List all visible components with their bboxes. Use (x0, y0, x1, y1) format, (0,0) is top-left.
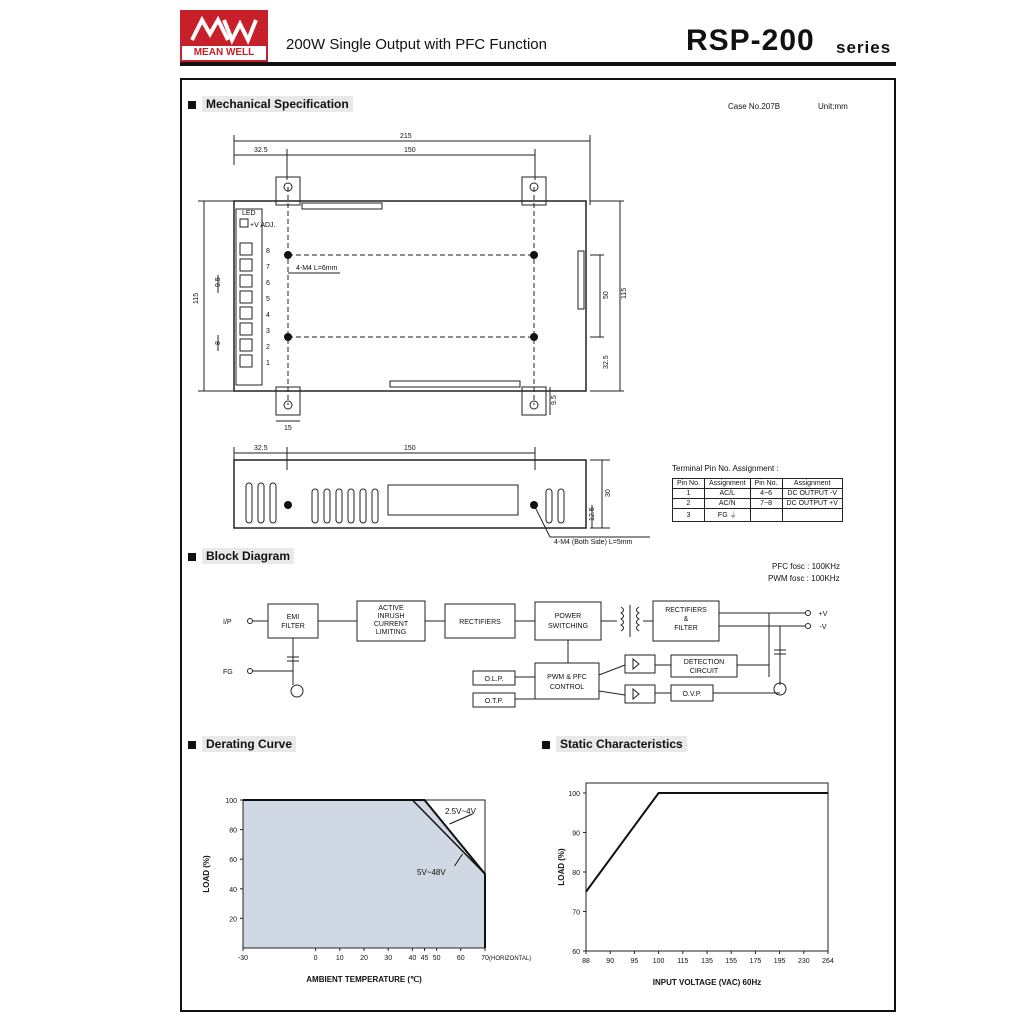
mw-logo-icon (182, 12, 266, 48)
pin-3: 3 (266, 328, 270, 335)
static-xlabel: INPUT VOLTAGE (VAC) 60Hz (652, 978, 762, 987)
input-terminal-icon (248, 619, 253, 624)
pwm-fosc: PWM fosc : 100KHz (768, 574, 840, 583)
section-bullet-icon (542, 741, 550, 749)
terminal-header-cell: Pin No. (673, 479, 705, 489)
derating-ytick-label: 20 (229, 916, 237, 924)
dim-right-height: 115 (621, 287, 628, 299)
terminal-row (673, 499, 843, 509)
adj-label: +V ADJ. (250, 222, 276, 229)
derating-xtick-label: 60 (456, 955, 465, 962)
pin-6: 6 (266, 280, 270, 287)
rect2-line1: RECTIFIERS (665, 607, 707, 614)
terminal-row (673, 489, 843, 499)
terminal-cell: 7~8 (750, 499, 782, 509)
static-ytick-label: 60 (572, 949, 580, 956)
terminal-cell: AC/N (704, 499, 750, 509)
derating-label-a: 2.5V~4V (445, 807, 476, 816)
derating-xtick-label: 40 (408, 955, 417, 962)
rect2-line2: & (683, 616, 689, 623)
derating-xtick-label: 20 (360, 955, 368, 962)
static-ytick-label: 100 (568, 791, 580, 798)
derating-xtick-label: 45 (420, 955, 429, 962)
derating-xtick-label: 10 (335, 955, 344, 962)
derating-ytick-label: 80 (229, 827, 237, 835)
static-xtick-label: 90 (606, 958, 615, 965)
ip-label: I/P (223, 619, 232, 626)
dim-pitch-b: 8 (215, 341, 222, 345)
derating-xtick-label: 70 (481, 955, 489, 962)
series-label: series (836, 38, 892, 57)
static-xtick-label: 88 (582, 958, 590, 965)
static-ytick-label: 90 (572, 830, 580, 838)
screw-note-top: 4-M4 L=6mm (296, 265, 338, 272)
derating-ytick-label: 100 (225, 798, 237, 805)
otp-label: O.T.P. (484, 698, 504, 705)
static-heading (542, 737, 687, 751)
dim-hole-span: 150 (404, 147, 416, 154)
screw-note-side: 4-M4 (Both Side) L=5mm (554, 539, 633, 546)
derating-xtick-label: 50 (432, 955, 441, 962)
mounting-holes (284, 251, 538, 509)
olp-label: O.L.P. (484, 676, 504, 683)
pfc-fosc: PFC fosc : 100KHz (772, 562, 841, 571)
active-line2: INRUSH (377, 613, 405, 620)
terminal-header-cell: Assignment (782, 479, 842, 489)
terminal-cell: 1 (673, 489, 705, 499)
dim-height: 115 (193, 292, 200, 304)
block-title: Block Diagram (202, 548, 294, 564)
static-chart (548, 775, 848, 990)
static-xtick-label: 264 (822, 958, 834, 965)
logo-text: MEAN WELL (182, 46, 266, 60)
active-line4: LIMITING (375, 629, 407, 636)
detect-line2: CIRCUIT (689, 668, 719, 675)
pwm-line1: PWM & PFC (547, 674, 587, 681)
fg-terminal-icon (248, 669, 253, 674)
product-subtitle: 200W Single Output with PFC Function (286, 36, 547, 53)
terminal-cell (782, 509, 842, 522)
static-xtick-label: 155 (725, 958, 738, 965)
derating-area (243, 800, 485, 948)
led-label: LED (242, 210, 256, 217)
terminal-row (673, 509, 843, 522)
active-line1: ACTIVE (378, 605, 404, 612)
static-xtick-label: 230 (797, 958, 810, 965)
mechanical-drawing (190, 125, 650, 545)
emi-line1: EMI (286, 614, 300, 621)
terminal-screws (240, 243, 252, 367)
terminal-cell: FG ⏚ (704, 509, 750, 522)
dim-side-left-offset: 32.5 (254, 445, 268, 452)
static-title: Static Characteristics (556, 736, 687, 752)
terminal-cell: 4~6 (750, 489, 782, 499)
dim-pitch-a: 9.5 (215, 277, 222, 287)
terminal-header-cell: Pin No. (750, 479, 782, 489)
derating-xtick-label: -30 (237, 955, 249, 962)
static-xtick-label: 135 (701, 958, 713, 965)
derating-heading (188, 737, 296, 751)
terminal-title: Terminal Pin No. Assignment : (672, 464, 779, 473)
derating-xtick-label: 30 (384, 955, 393, 962)
static-xtick-label: 115 (677, 958, 689, 965)
derating-xtick-label: 0 (313, 955, 318, 962)
pin-5: 5 (266, 296, 270, 303)
terminal-cell: AC/L (704, 489, 750, 499)
vplus-terminal-icon (806, 611, 811, 616)
active-line3: CURRENT (373, 621, 409, 628)
vminus-terminal-icon (806, 624, 811, 629)
rect2-line3: FILTER (674, 625, 698, 632)
derating-title: Derating Curve (202, 736, 296, 752)
pin-1: 1 (266, 360, 270, 367)
power-line1: POWER (554, 613, 582, 620)
pin-8: 8 (266, 248, 270, 255)
mechanical-title: Mechanical Specification (202, 96, 353, 112)
static-ytick-label: 70 (572, 909, 580, 917)
derating-chart (195, 780, 540, 990)
out-neg-label: -V (819, 624, 827, 631)
dim-side-hole: 12.5 (589, 507, 596, 521)
dim-tab-width: 15 (284, 425, 292, 432)
derating-ylabel: LOAD (%) (202, 855, 211, 893)
dim-side-height: 30 (605, 489, 612, 497)
derating-x-extra: (HORIZONTAL) (489, 956, 532, 962)
terminal-cell: DC OUTPUT +V (782, 499, 842, 509)
rectifiers-label: RECTIFIERS (459, 619, 501, 626)
header-rule (180, 62, 896, 66)
static-xtick-label: 195 (773, 958, 786, 965)
static-xtick-label: 175 (749, 958, 762, 965)
mechanical-heading (188, 97, 353, 111)
block-heading (188, 549, 294, 563)
static-plot-frame (586, 783, 828, 951)
terminal-cell: DC OUTPUT -V (782, 489, 842, 499)
section-bullet-icon (188, 741, 196, 749)
derating-xlabel: AMBIENT TEMPERATURE (℃) (306, 975, 422, 984)
static-ylabel: LOAD (%) (557, 848, 566, 886)
terminal-cell: 3 (673, 509, 705, 522)
terminal-table (672, 478, 843, 522)
out-pos-label: +V (818, 611, 828, 618)
dim-overall-width: 215 (400, 133, 412, 140)
pin-7: 7 (266, 264, 270, 271)
derating-label-b: 5V~48V (417, 868, 446, 877)
terminal-header-cell: Assignment (704, 479, 750, 489)
dim-tab-height: 9.5 (551, 395, 558, 405)
dim-bottom-offset: 32.5 (603, 355, 610, 369)
detect-line1: DETECTION (683, 659, 725, 666)
section-bullet-icon (188, 101, 196, 109)
mw-logo-mark (182, 12, 266, 48)
unit-label: Unit:mm (818, 102, 848, 111)
terminal-header-row (673, 479, 843, 489)
case-no: Case No.207B (728, 102, 781, 111)
static-xtick-label: 100 (652, 958, 665, 965)
pin-2: 2 (266, 344, 270, 351)
static-xtick-label: 95 (630, 958, 639, 965)
section-bullet-icon (188, 553, 196, 561)
dim-hole-height: 50 (603, 291, 610, 299)
ovp-label: O.V.P. (682, 691, 702, 698)
emi-line2: FILTER (281, 623, 305, 630)
dim-side-hole-span: 150 (404, 445, 416, 452)
terminal-cell (750, 509, 782, 522)
static-series (586, 793, 828, 892)
model-name: RSP-200 (686, 24, 815, 57)
static-ytick-label: 80 (572, 870, 580, 877)
terminal-cell: 2 (673, 499, 705, 509)
fg-label: FG (223, 669, 233, 676)
derating-ytick-label: 60 (229, 857, 237, 865)
dim-left-offset: 32.5 (254, 147, 268, 154)
mean-well-logo (180, 10, 268, 62)
power-line2: SWITCHING (547, 623, 589, 630)
pin-4: 4 (266, 312, 270, 319)
block-diagram (225, 595, 845, 720)
pwm-line2: CONTROL (549, 684, 585, 691)
derating-ytick-label: 40 (229, 886, 237, 894)
